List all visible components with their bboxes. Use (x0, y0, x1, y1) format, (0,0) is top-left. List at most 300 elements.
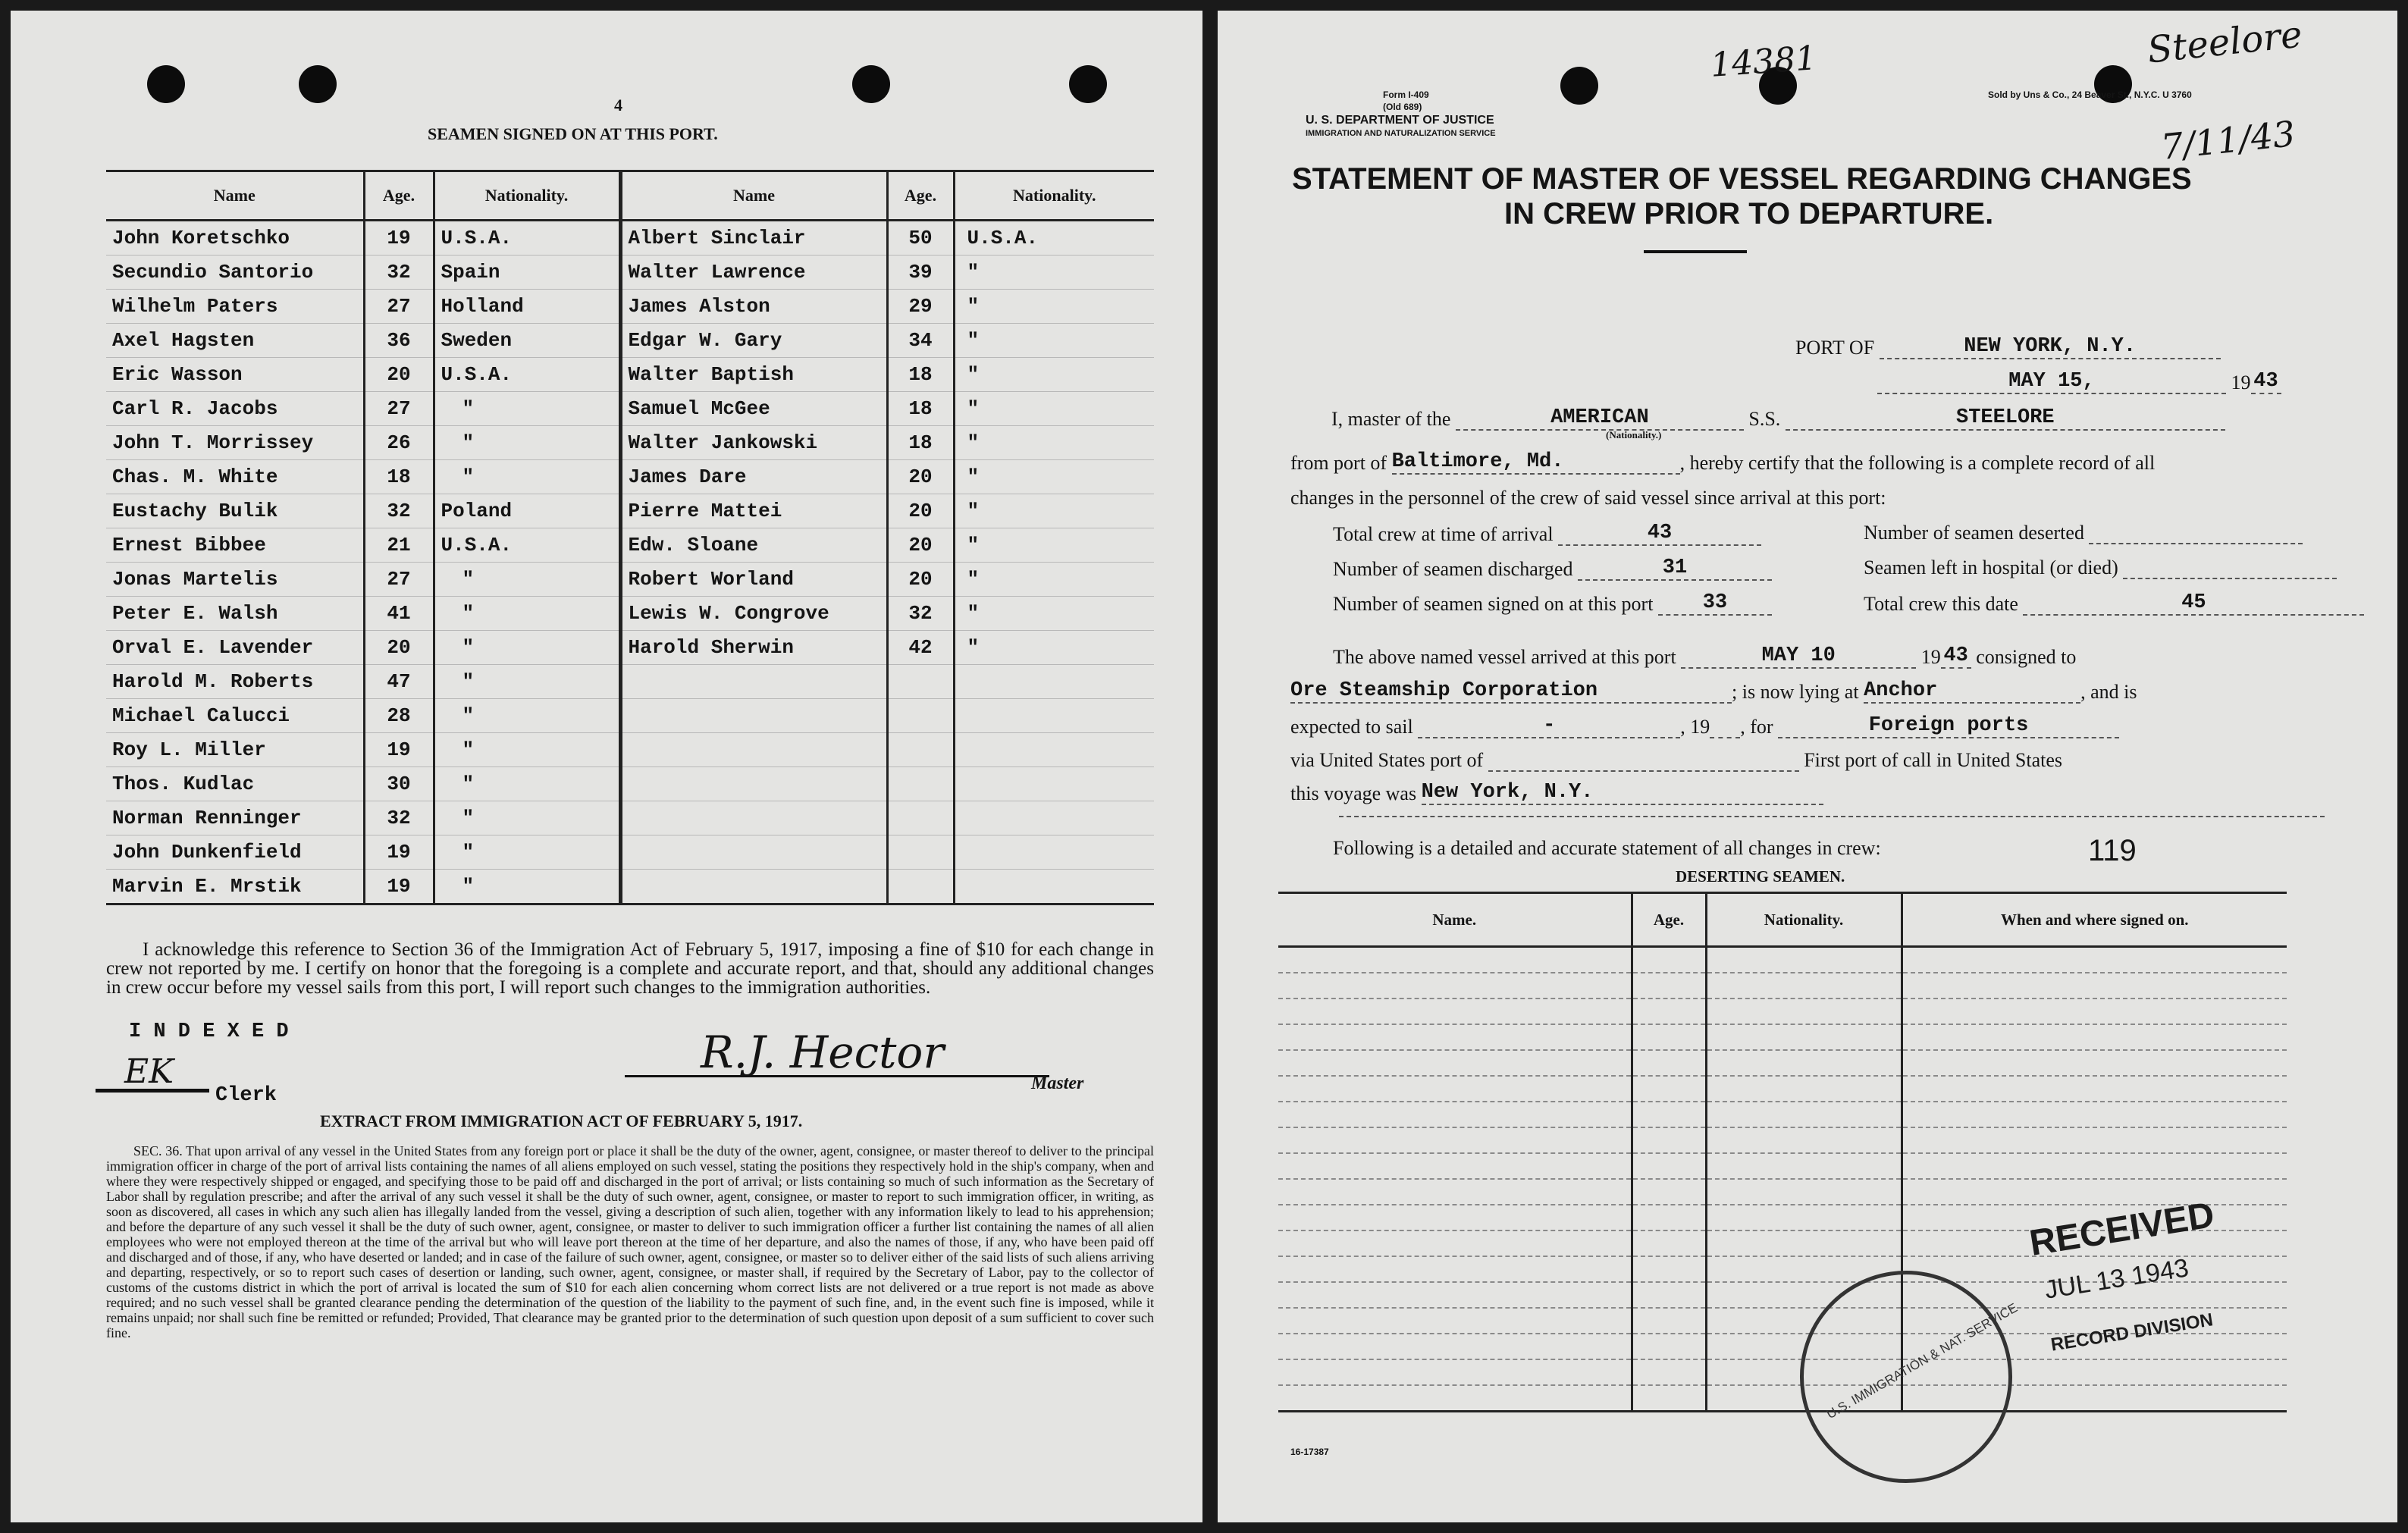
seaman-age: 32 (364, 256, 434, 290)
empty-cell (1632, 1127, 1706, 1153)
seaman-age: 32 (364, 494, 434, 528)
punch-hole-icon (299, 65, 337, 103)
arrival-row (1333, 644, 2076, 669)
empty-cell (1278, 1205, 1632, 1230)
table-row (106, 392, 1154, 426)
sail-value: - (1418, 714, 1680, 738)
empty-cell (1632, 1282, 1706, 1308)
sail-row: expected to sail - , 19 , for Foreign ports (1290, 714, 2119, 738)
seaman-age: 29 (887, 290, 954, 324)
sail-year (1710, 737, 1740, 738)
stat-label: Number of seamen deserted (1864, 522, 2084, 544)
table-row (1278, 1153, 2287, 1179)
year-label: 19 (1920, 646, 1941, 668)
table-row (106, 665, 1154, 699)
table-row (106, 699, 1154, 733)
clerk-label: Clerk (215, 1084, 277, 1107)
empty-cell (1278, 1076, 1632, 1102)
seaman-nationality (954, 733, 1154, 767)
empty-cell (1632, 1076, 1706, 1102)
file-number: 14381 (1709, 39, 1818, 85)
seaman-nationality: " (954, 597, 1154, 631)
seaman-age: 32 (887, 597, 954, 631)
table-row (1278, 1127, 2287, 1153)
empty-cell (1632, 1205, 1706, 1230)
empty-cell (1706, 1205, 1902, 1230)
seaman-nationality: " (434, 460, 620, 494)
column-header: Age. (1632, 893, 1706, 947)
stamped-number: 119 (2088, 834, 2137, 867)
seaman-age (887, 665, 954, 699)
seaman-age: 28 (364, 699, 434, 733)
empty-cell (1706, 1153, 1902, 1179)
table-header-row (1278, 893, 2287, 947)
seaman-age: 27 (364, 563, 434, 597)
seaman-nationality: " (434, 631, 620, 665)
seaman-age: 20 (364, 631, 434, 665)
extract-text: SEC. 36. That upon arrival of any vessel in the United States from any foreign port or place it shall be the duty of the owner, agent, consignee, or master thereof to deliver to the principal immigration officer in charge of the port of arrival lists containing the names of all aliens employed on such vessel, stating the positions they respectively hold in the ship's company, when and where they were respectively shipped or engaged, and specifying those to be paid off and discharged in the port of arrival; or lists containing so much of such information as the Secretary of Labor shall by regulation prescribe; and after the arrival of any such vessel it shall be the duty of such owner, agent, consignee, or master to report to such immigration officer, in writing, as soon as discovered, all cases in which any such alien has illegally landed from the vessel, giving a description of such alien, together with any information likely to lead to his apprehension; and before the departure of any such vessel it shall be the duty of such owner, agent, consignee, or master to deliver to such immigration officer a further list containing the names of all alien employees who were not employed thereon at the time of the arrival but who will leave port thereon at the time of her departure, and also the names of those, if any, who have been paid off and discharged and of those, if any, who have deserted or landed; and in case of the failure of such owner, agent, consignee, or master so to deliver either of the said lists of such aliens arriving and departing, respectively, or so to report such cases of desertion or landing, such owner, agent, consignee, or master shall, if required by the Secretary of Labor, pay to the collector of customs of the customs district in which the port of arrival is located the sum of $10 for each alien concerning whom correct lists are not delivered or a true report is not made as above required; and no such vessel shall be granted clearance pending the determination of the question of the liability to the payment of such fine, and, in the event such fine is imposed, while it remains unpaid; nor shall such fine be remitted or refunded; Provided, That clearance may be granted prior to the determination of such question upon deposit of a sum sufficient to cover such fine. (106, 1143, 1154, 1340)
stat-label: Number of seamen signed on at this port (1333, 593, 1654, 615)
empty-cell (1632, 1230, 1706, 1256)
empty-cell (1278, 1179, 1632, 1205)
empty-cell (1278, 1359, 1632, 1385)
seaman-name: James Alston (620, 290, 887, 324)
seaman-name: Chas. M. White (106, 460, 364, 494)
table-row (1278, 1024, 2287, 1050)
table-row (106, 290, 1154, 324)
via-row (1290, 749, 2062, 772)
table-row (106, 631, 1154, 665)
seaman-nationality: U.S.A. (434, 221, 620, 256)
port-label: PORT OF (1795, 337, 1875, 359)
empty-cell (1278, 1050, 1632, 1076)
empty-cell (1278, 1127, 1632, 1153)
stat-row (1333, 556, 1772, 581)
empty-cell (1902, 1076, 2287, 1102)
punch-hole-icon (852, 65, 890, 103)
round-stamp-text: U.S. IMMIGRATION & NAT. SERVICE (1823, 1300, 2021, 1422)
empty-cell (1632, 1102, 1706, 1127)
table-row (1278, 973, 2287, 998)
stat-row (1864, 556, 2337, 579)
ss-label: S.S. (1748, 408, 1781, 430)
seaman-nationality (954, 870, 1154, 904)
table-row (106, 494, 1154, 528)
seaman-age: 20 (364, 358, 434, 392)
empty-cell (1706, 1127, 1902, 1153)
year-label: 19 (2231, 371, 2251, 393)
empty-cell (1902, 1050, 2287, 1076)
table-row (106, 733, 1154, 767)
column-header: When and where signed on. (1902, 893, 2287, 947)
acknowledgement-text: I acknowledge this reference to Section 36 of the Immigration Act of February 5, 1917, imposing a fine of $10 for each change in crew not reported by me. I certify on honor that the foregoing is a complete and accurate report, and that, should any additional changes in crew occur before my vessel sails from this port, I will report such changes to the immigration authorities. (106, 939, 1154, 998)
empty-cell (1278, 1256, 1632, 1282)
seaman-name: Samuel McGee (620, 392, 887, 426)
column-header: Age. (364, 171, 434, 221)
table-row (1278, 1050, 2287, 1076)
consigned-label: consigned to (1976, 646, 2077, 668)
voyage-label: this voyage was (1290, 782, 1417, 804)
empty-cell (1706, 1230, 1902, 1256)
via-label: via United States port of (1290, 749, 1484, 771)
seaman-name: Thos. Kudlac (106, 767, 364, 801)
seaman-name: Eric Wasson (106, 358, 364, 392)
seaman-nationality: Spain (434, 256, 620, 290)
table-row (1278, 947, 2287, 973)
empty-cell (1706, 947, 1902, 973)
seaman-nationality: " (434, 870, 620, 904)
empty-cell (1632, 973, 1706, 998)
empty-cell (1278, 1385, 1632, 1412)
table-row (106, 767, 1154, 801)
indexed-stamp: I N D E X E D (129, 1020, 289, 1043)
stat-row (1333, 522, 1761, 546)
seaman-age: 39 (887, 256, 954, 290)
empty-cell (1902, 947, 2287, 973)
seaman-age (887, 767, 954, 801)
table-row (106, 460, 1154, 494)
date-value: MAY 15, (1877, 370, 2226, 394)
empty-cell (1902, 973, 2287, 998)
empty-cell (1278, 1102, 1632, 1127)
seaman-name: Robert Worland (620, 563, 887, 597)
voyage-value: New York, N.Y. (1422, 781, 1823, 805)
footer-code: 16-17387 (1290, 1447, 1329, 1457)
seaman-age: 20 (887, 528, 954, 563)
vessel-value: STEELORE (1786, 406, 2225, 431)
empty-cell (1632, 1359, 1706, 1385)
seaman-name: Edw. Sloane (620, 528, 887, 563)
title-line-1: STATEMENT OF MASTER OF VESSEL REGARDING CHANGES (1292, 162, 2192, 196)
empty-cell (1902, 1127, 2287, 1153)
certify-text: , hereby certify that the following is a complete record of all (1679, 452, 2156, 474)
empty-cell (1706, 1024, 1902, 1050)
seaman-name: Jonas Martelis (106, 563, 364, 597)
seaman-age: 36 (364, 324, 434, 358)
seaman-name (620, 733, 887, 767)
column-header: Nationality. (434, 171, 620, 221)
empty-cell (1278, 973, 1632, 998)
seaman-age: 20 (887, 460, 954, 494)
seaman-age: 34 (887, 324, 954, 358)
table-row (106, 528, 1154, 563)
empty-cell (1706, 973, 1902, 998)
empty-cell (1278, 1308, 1632, 1334)
stat-row (1333, 591, 1772, 616)
seamen-signed-on-table (106, 170, 1154, 905)
empty-cell (1632, 1256, 1706, 1282)
seaman-age (887, 699, 954, 733)
column-header: Name. (1278, 893, 1632, 947)
seaman-name: James Dare (620, 460, 887, 494)
via-value (1488, 770, 1799, 772)
seaman-name: Carl R. Jacobs (106, 392, 364, 426)
seaman-nationality: " (954, 528, 1154, 563)
empty-cell (1632, 1179, 1706, 1205)
seaman-nationality: " (954, 631, 1154, 665)
empty-cell (1278, 1282, 1632, 1308)
master-signature: R.J. Hector (701, 1027, 945, 1078)
empty-cell (1902, 1024, 2287, 1050)
seaman-nationality: " (954, 324, 1154, 358)
for-value: Foreign ports (1778, 714, 2119, 738)
seaman-nationality: " (434, 733, 620, 767)
vessel-note: Steelore (2145, 13, 2304, 72)
seaman-age: 19 (364, 221, 434, 256)
stat-row (1864, 522, 2303, 544)
title-rule (1644, 250, 1747, 253)
seaman-name (620, 699, 887, 733)
seaman-nationality: U.S.A. (434, 358, 620, 392)
received-stamp: RECEIVED (2027, 1195, 2218, 1264)
certify-text-2: changes in the personnel of the crew of said vessel since arrival at this port: (1290, 487, 1886, 509)
column-header: Nationality. (1706, 893, 1902, 947)
seaman-age: 50 (887, 221, 954, 256)
year-value: 43 (2251, 370, 2281, 394)
table-row (106, 256, 1154, 290)
empty-cell (1632, 998, 1706, 1024)
table-row (106, 426, 1154, 460)
empty-cell (1632, 1308, 1706, 1334)
seaman-name: Orval E. Lavender (106, 631, 364, 665)
page-number: 4 (614, 96, 622, 114)
seaman-name: Michael Calucci (106, 699, 364, 733)
seaman-age: 32 (364, 801, 434, 835)
port-row (1795, 335, 2221, 359)
right-page (1218, 11, 2397, 1522)
punch-hole-icon (1069, 65, 1107, 103)
date-note: 7/11/43 (2159, 112, 2297, 168)
master-of-the-label: I, master of the (1331, 408, 1451, 430)
seaman-name: Secundio Santorio (106, 256, 364, 290)
seaman-name: John Koretschko (106, 221, 364, 256)
seaman-nationality: " (954, 290, 1154, 324)
seaman-name: Walter Baptish (620, 358, 887, 392)
seaman-name (620, 801, 887, 835)
stat-value: 31 (1578, 556, 1772, 581)
seaman-nationality: " (434, 426, 620, 460)
empty-cell (1278, 947, 1632, 973)
voyage-row (1290, 781, 1823, 805)
empty-cell (1902, 998, 2287, 1024)
seaman-age: 18 (364, 460, 434, 494)
table-row (1278, 1385, 2287, 1412)
and-is-label: , and is (2080, 681, 2137, 703)
stat-value: 33 (1658, 591, 1772, 616)
stat-value (2089, 543, 2303, 544)
seaman-nationality: " (434, 801, 620, 835)
seaman-age: 19 (364, 835, 434, 870)
seaman-nationality: " (434, 835, 620, 870)
for-label: for (1750, 716, 1773, 738)
seaman-nationality (954, 835, 1154, 870)
empty-cell (1706, 1179, 1902, 1205)
port-value: NEW YORK, N.Y. (1880, 335, 2221, 359)
first-port-label: First port of call in United States (1804, 749, 2063, 771)
seaman-nationality: Holland (434, 290, 620, 324)
table-row (106, 358, 1154, 392)
seaman-nationality: U.S.A. (434, 528, 620, 563)
seaman-age: 26 (364, 426, 434, 460)
punch-hole-icon (147, 65, 185, 103)
stat-value: 45 (2023, 591, 2364, 616)
column-header: Nationality. (954, 171, 1154, 221)
seaman-nationality: " (954, 460, 1154, 494)
master-label: Master (1031, 1074, 1084, 1093)
seaman-nationality: " (434, 665, 620, 699)
table-body (106, 221, 1154, 904)
seaman-name: Ernest Bibbee (106, 528, 364, 563)
clerk-underline (96, 1089, 209, 1093)
arrived-year: 43 (1941, 644, 1971, 669)
lying-label: ; is now lying at (1732, 681, 1859, 703)
table-row (1278, 1076, 2287, 1102)
seaman-nationality: " (954, 563, 1154, 597)
table-row (106, 870, 1154, 904)
table-row (1278, 1359, 2287, 1385)
from-port-row (1290, 450, 2155, 475)
arrived-label: The above named vessel arrived at this port (1333, 646, 1676, 668)
seaman-age: 47 (364, 665, 434, 699)
stat-label: Number of seamen discharged (1333, 558, 1573, 580)
seaman-name: John T. Morrissey (106, 426, 364, 460)
empty-cell (1632, 1050, 1706, 1076)
arrived-date: MAY 10 (1681, 644, 1916, 669)
stat-value: 43 (1558, 522, 1761, 546)
table-row (1278, 998, 2287, 1024)
seaman-nationality: Sweden (434, 324, 620, 358)
column-header: Name (106, 171, 364, 221)
empty-cell (1706, 1050, 1902, 1076)
stat-label: Total crew this date (1864, 593, 2018, 615)
seaman-name (620, 870, 887, 904)
received-date: JUL 13 1943 (2043, 1253, 2191, 1305)
seaman-age: 20 (887, 494, 954, 528)
seaman-name: Albert Sinclair (620, 221, 887, 256)
record-division: RECORD DIVISION (2049, 1309, 2215, 1356)
empty-cell (1706, 1102, 1902, 1127)
seaman-nationality (954, 767, 1154, 801)
seaman-age: 19 (364, 870, 434, 904)
seaman-nationality (954, 699, 1154, 733)
seaman-name: Norman Renninger (106, 801, 364, 835)
seaman-age (887, 733, 954, 767)
seaman-name: Wilhelm Paters (106, 290, 364, 324)
seaman-age: 27 (364, 290, 434, 324)
seaman-age: 41 (364, 597, 434, 631)
seaman-age: 20 (887, 563, 954, 597)
from-port-label: from port of (1290, 452, 1387, 474)
stat-row (1864, 591, 2364, 616)
seaman-name (620, 835, 887, 870)
stat-label: Total crew at time of arrival (1333, 523, 1554, 545)
empty-cell (1632, 1334, 1706, 1359)
seaman-nationality (954, 801, 1154, 835)
seaman-age: 21 (364, 528, 434, 563)
empty-cell (1902, 1179, 2287, 1205)
seaman-name: Axel Hagsten (106, 324, 364, 358)
stat-value (2123, 578, 2337, 579)
title-line-2: IN CREW PRIOR TO DEPARTURE. (1504, 197, 1994, 230)
seaman-nationality: " (434, 699, 620, 733)
seaman-name: Walter Jankowski (620, 426, 887, 460)
year-label: 19 (1690, 716, 1710, 738)
seaman-nationality: " (954, 426, 1154, 460)
seaman-nationality: Poland (434, 494, 620, 528)
from-port-value: Baltimore, Md. (1392, 450, 1680, 475)
empty-cell (1706, 998, 1902, 1024)
extract-title: EXTRACT FROM IMMIGRATION ACT OF FEBRUARY 5, 1917. (320, 1111, 803, 1130)
seaman-nationality: " (434, 563, 620, 597)
seaman-age: 30 (364, 767, 434, 801)
empty-cell (1278, 1153, 1632, 1179)
seaman-nationality (954, 665, 1154, 699)
nationality-value: AMERICAN (1456, 406, 1744, 431)
seaman-name: John Dunkenfield (106, 835, 364, 870)
sail-label: expected to sail (1290, 716, 1413, 738)
seaman-name: Marvin E. Mrstik (106, 870, 364, 904)
seaman-name (620, 665, 887, 699)
table-row (106, 801, 1154, 835)
seaman-name (620, 767, 887, 801)
table-row (1278, 1179, 2287, 1205)
column-header: Age. (887, 171, 954, 221)
punch-hole-icon (1560, 67, 1598, 105)
department: U. S. DEPARTMENT OF JUSTICE (1306, 114, 1494, 127)
empty-cell (1902, 1153, 2287, 1179)
table-row (106, 835, 1154, 870)
seaman-age: 27 (364, 392, 434, 426)
seaman-age (887, 801, 954, 835)
seller: Sold by Uns & Co., 24 Beaver St., N.Y.C. U 3760 (1988, 89, 2192, 100)
clerk-initials: EK (124, 1052, 174, 1091)
seaman-age: 42 (887, 631, 954, 665)
table-row (106, 597, 1154, 631)
consignee-value: Ore Steamship Corporation (1290, 679, 1732, 704)
empty-cell (1706, 1076, 1902, 1102)
seaman-nationality: " (954, 256, 1154, 290)
empty-cell (1278, 1230, 1632, 1256)
seaman-age: 19 (364, 733, 434, 767)
deserting-title: DESERTING SEAMEN. (1676, 867, 1845, 886)
empty-cell (1632, 1024, 1706, 1050)
empty-cell (1632, 1153, 1706, 1179)
seaman-nationality: " (954, 494, 1154, 528)
seaman-nationality: " (434, 767, 620, 801)
nationality-label: (Nationality.) (1606, 429, 1662, 440)
seaman-nationality: U.S.A. (954, 221, 1154, 256)
seaman-name: Edgar W. Gary (620, 324, 887, 358)
signature-line (625, 1075, 1049, 1077)
seaman-name: Harold Sherwin (620, 631, 887, 665)
seaman-age: 18 (887, 392, 954, 426)
form-old: (Old 689) (1383, 102, 1422, 112)
consignee-row (1290, 679, 2137, 704)
column-header: Name (620, 171, 887, 221)
stat-label: Seamen left in hospital (or died) (1864, 556, 2118, 578)
date-row (1877, 370, 2281, 394)
seaman-name: Lewis W. Congrove (620, 597, 887, 631)
form-number: Form I-409 (1383, 89, 1429, 100)
table-title: SEAMEN SIGNED ON AT THIS PORT. (428, 124, 718, 143)
seaman-name: Walter Lawrence (620, 256, 887, 290)
lying-value: Anchor (1864, 679, 2080, 704)
table-header-row (106, 171, 1154, 221)
empty-cell (1632, 947, 1706, 973)
seaman-name: Peter E. Walsh (106, 597, 364, 631)
master-row (1331, 406, 2225, 431)
seaman-age (887, 870, 954, 904)
